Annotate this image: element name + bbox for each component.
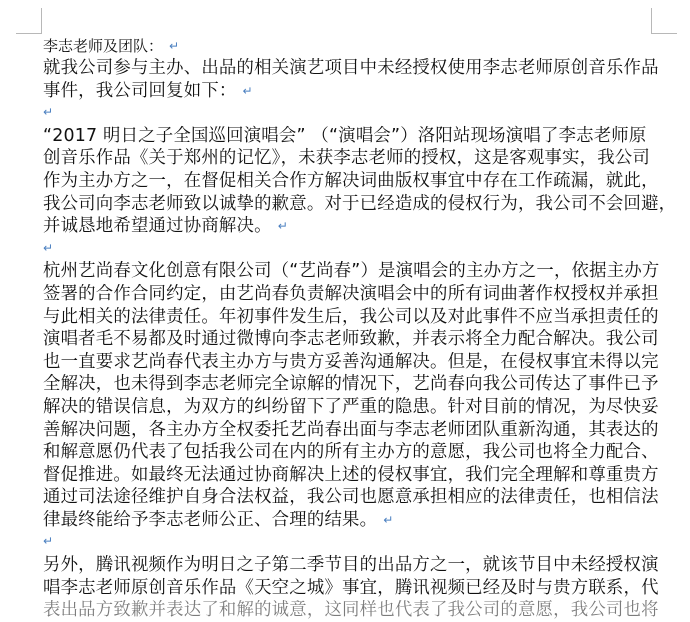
text-line: 表出品方致歉并表达了和解的诚意，这同样也代表了我公司的意愿，我公司也将 [43,600,659,621]
text-line: 解决的错误信息，为双方的纠纷留下了严重的隐患。针对目前的情况，为尽快妥 [43,396,659,417]
salutation-text: 李志老师及团队： [43,37,164,55]
paragraph-mark-icon: ↵ [43,534,54,549]
text-line: 创音乐作品《关于郑州的记忆》，未获李志老师的授权，这是客观事实，我公司 [43,148,650,169]
paragraph-organizer-responsibility [43,260,658,531]
paragraph-tencent-video [43,554,658,622]
page-margin-corner-top-right [651,8,677,34]
text-line: 另外，腾讯视频作为明日之子第二季节目的出品方之一，就该节目中未经授权演 [43,555,659,576]
text-line: 作为主办方之一，在督促相关合作方解决词曲版权事宜中存在工作疏漏，就此， [43,170,659,191]
paragraph-mark-icon: ↵ [43,240,54,255]
text-line: 我公司向李志老师致以诚挚的歉意。对于已经造成的侵权行为，我公司不会回避， [43,193,677,214]
empty-paragraph [43,531,658,554]
text-line: 唱李志老师原创音乐作品《天空之城》事宜，腾讯视频已经及时与贵方联系，代 [43,577,659,598]
text-line: 督促推进。如最终无法通过协商解决上述的侵权事宜，我们完全理解和尊重贵方 [43,464,659,485]
text-line [43,215,658,238]
text-line: 杭州艺尚春文化创意有限公司（“艺尚春”）是演唱会的主办方之一，依据主办方 [43,261,660,282]
text-line: 善解决问题，各主办方全权委托艺尚春出面与李志老师团队重新沟通，其表达的 [43,419,659,440]
text-line [43,80,658,103]
text-line: 与此相关的法律责任。年初事件发生后，我公司以及对此事件不应当承担责任的 [43,306,659,327]
text-line: 也一直要求艺尚春代表主办方与贵方妥善沟通解决。但是，在侵权事宜未得以完 [43,351,659,372]
empty-paragraph [43,102,658,125]
text-line: 演唱者毛不易都及时通过微博向李志老师致歉，并表示将全力配合解决。我公司 [43,329,659,350]
intro-paragraph [43,57,658,102]
paragraph-concert-infringement [43,125,677,238]
document-body[interactable] [43,35,677,622]
paragraph-mark-icon: ↵ [169,39,180,53]
text-line: 通过司法途径维护自身合法权益，我公司也愿意承担相应的法律责任，也相信法 [43,487,659,508]
salutation-line [43,35,658,57]
text-line-content: 事件，我公司回复如下： [43,80,237,101]
text-line: 就我公司参与主办、出品的相关演艺项目中未经授权使用李志老师原创音乐作品 [43,58,659,78]
paragraph-mark-icon: ↵ [277,219,288,234]
paragraph-mark-icon: ↵ [383,512,394,527]
empty-paragraph [43,238,658,261]
text-line [43,509,658,532]
text-line-content: 律最终能给予李志老师公正、合理的结果。 [43,509,378,530]
text-line: “2017 明日之子全国巡回演唱会” （“演唱会”）洛阳站现场演唱了李志老师原 [43,125,647,146]
paragraph-mark-icon: ↵ [242,83,253,98]
text-line-content: 并诚恳地希望通过协商解决。 [43,216,272,237]
text-line: 和解意愿仍代表了包括我公司在内的所有主办方的意愿，我公司也将全力配合、 [43,442,659,463]
text-line: 全解决，也未得到李志老师完全谅解的情况下，艺尚春向我公司传达了事件已予 [43,374,659,395]
page-margin-corner-top-left [16,8,42,34]
paragraph-mark-icon: ↵ [43,105,54,120]
text-line: 签署的合作合同约定，由艺尚春负责解决演唱会中的所有词曲著作权授权并承担 [43,283,659,304]
